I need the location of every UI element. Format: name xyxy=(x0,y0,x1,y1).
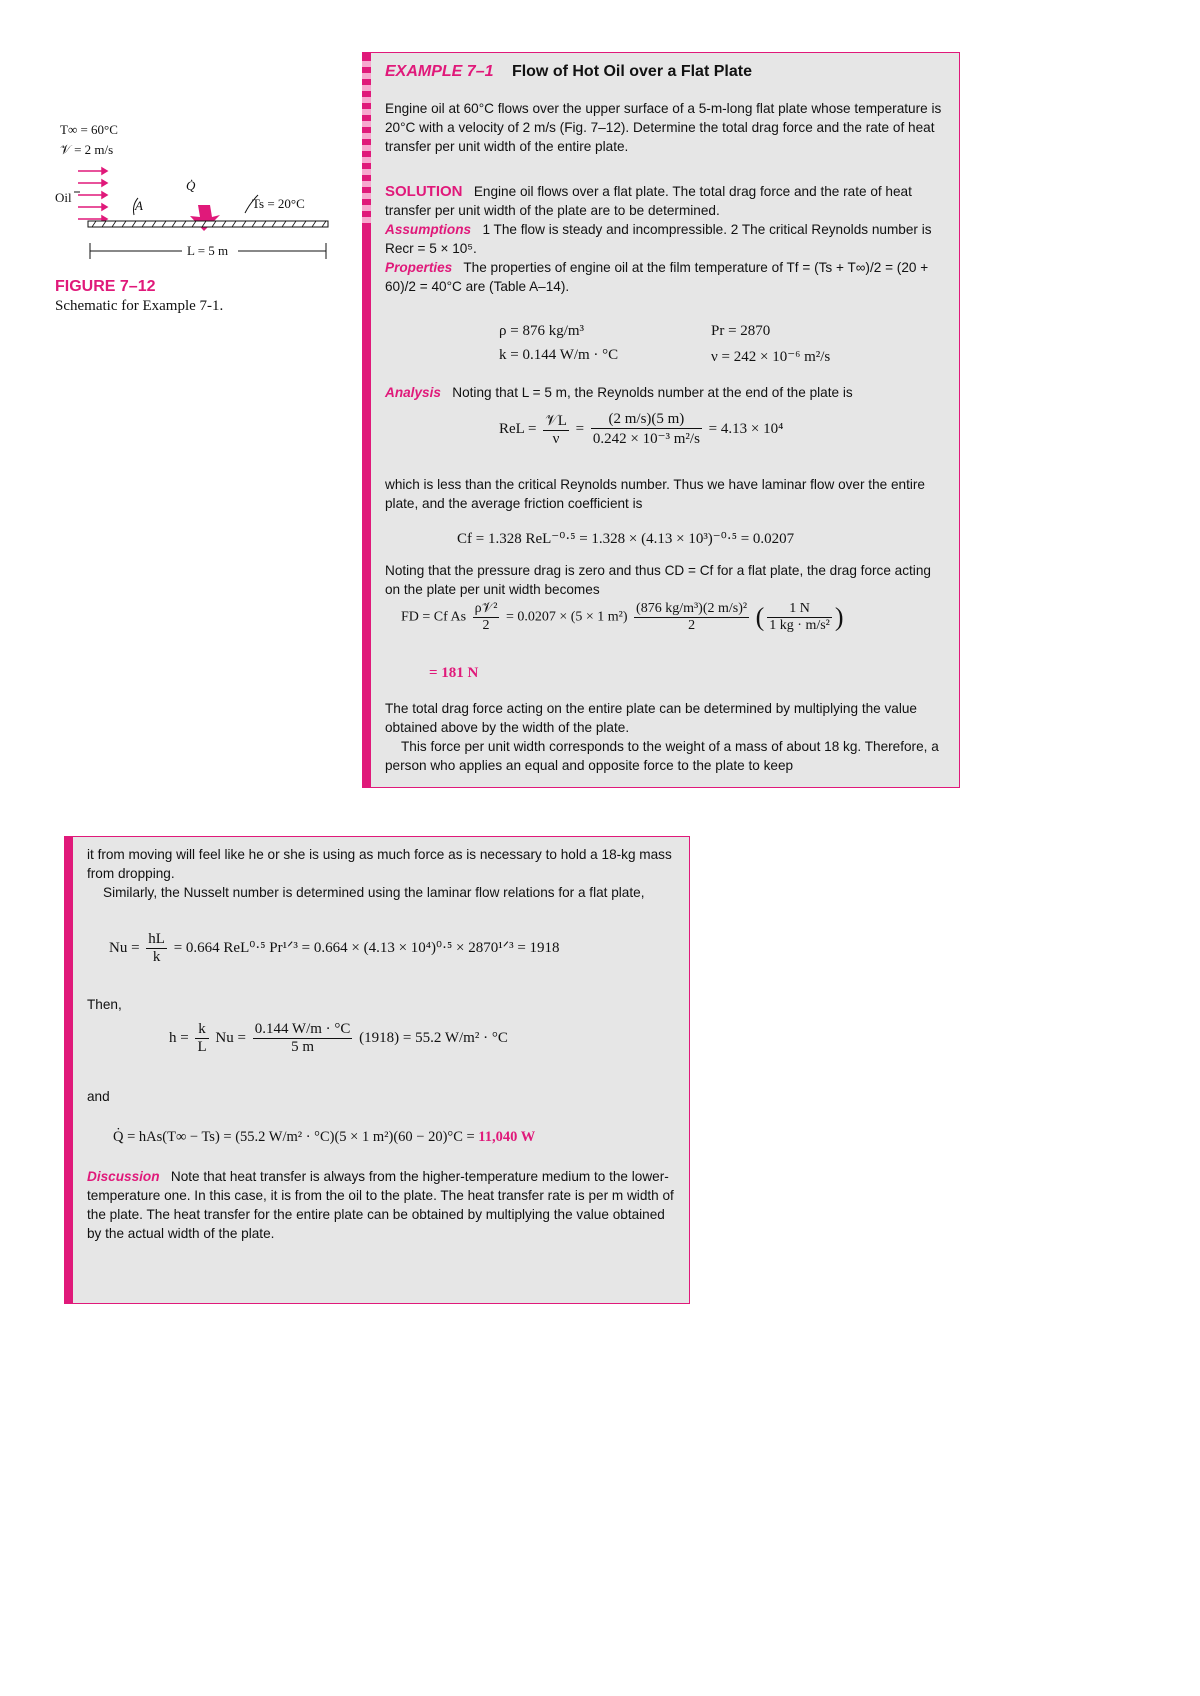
drag-text: Noting that the pressure drag is zero and thus CD = Cf for a flat plate, the drag force acting on the plate per unit width becomes xyxy=(385,563,931,597)
reynolds-equation: ReL = $\frac{\text{𝒱L}}{\nu}$ = $\frac{(2 m/s)(5 m)}{\text{0.242 × 10⁻³ m²/s}}$ = 4.13 × 10⁴ xyxy=(499,411,784,447)
fd-frac1-n: ρ𝒱² xyxy=(474,601,498,616)
figure-caption: Schematic for Example 7-1. xyxy=(55,298,224,314)
nu-frac-n: hL xyxy=(148,931,165,947)
ts-label: Ts = 20°C xyxy=(252,196,305,211)
then-text: Then, xyxy=(87,997,122,1012)
fd-frac1 xyxy=(473,601,500,634)
assumptions-label: Assumptions xyxy=(385,222,472,237)
oil-label: Oil xyxy=(55,190,72,205)
figure-caption-title: FIGURE 7–12 xyxy=(55,278,156,295)
heat-rate-equation xyxy=(113,1129,535,1146)
properties-text: The properties of engine oil at the film temperature of Tf = (Ts + T∞)/2 = (20 + 60)/2 = 40°C are (Table A–14). xyxy=(385,260,929,294)
fd-frac3-d: 1 kg · m/s² xyxy=(769,618,830,633)
h-lhs: h = xyxy=(169,1029,189,1046)
fd-frac1-d: 2 xyxy=(482,618,490,633)
nu-frac-d: k xyxy=(152,949,161,965)
prop-rho: ρ = 876 kg/m³ xyxy=(499,323,585,339)
solution-text: Engine oil flows over a flat plate. The total drag force and the rate of heat transfer per unit width of the plate are to be determined. xyxy=(385,184,912,218)
h-frac1-d: L xyxy=(197,1039,207,1055)
h-frac2-d: 5 m xyxy=(291,1039,315,1055)
fd-lhs: FD = Cf As xyxy=(401,609,467,625)
re-frac2-d: 0.242 × 10⁻³ m²/s xyxy=(592,431,700,447)
nu-rhs: = 0.664 ReL⁰·⁵ Pr¹ᐟ³ = 0.664 × (4.13 × 10⁴)⁰·⁵ × 2870¹ᐟ³ = 1918 xyxy=(173,939,560,956)
re-frac1-n: 𝒱L xyxy=(545,412,567,429)
nu-frac xyxy=(146,931,167,966)
discussion-label: Discussion xyxy=(87,1169,160,1184)
example-continued-panel xyxy=(64,836,690,1304)
nusselt-text: Similarly, the Nusselt number is determined using the laminar flow relations for a flat plate, xyxy=(103,885,645,900)
nu-lhs: Nu = xyxy=(109,939,140,956)
laminar-text: which is less than the critical Reynolds number. Thus we have laminar flow over the entire plate, and the average friction coefficient is xyxy=(385,477,925,511)
length-label: L = 5 m xyxy=(187,243,229,258)
h-frac2-n: 0.144 W/m · °C xyxy=(254,1021,351,1037)
h-rhs: (1918) = 55.2 W/m² · °C xyxy=(359,1029,508,1046)
h-mid: Nu = xyxy=(215,1029,246,1046)
re-lhs: ReL = xyxy=(499,420,537,437)
t-inf-label: T∞ = 60°C xyxy=(60,122,118,137)
fd-frac2-n: (876 kg/m³)(2 m/s)² xyxy=(636,601,748,616)
discussion-text: Note that heat transfer is always from the higher-temperature medium to the lower-temperature one. In this case, it is from the oil to the plate. The heat transfer rate is per m width of the plate. The heat transfer for the entire plate can be obtained by multiplying the value obtained by the actual width of the plate. xyxy=(87,1169,674,1241)
q-eq: Q̇ = hAs(T∞ − Ts) = (55.2 W/m² · °C)(5 × 1 m²)(60 − 20)°C = xyxy=(113,1129,475,1145)
q-result: 11,040 W xyxy=(478,1129,536,1145)
h-equation xyxy=(169,1021,508,1056)
assumptions-text: 1 The flow is steady and incompressible. 2 The critical Reynolds number is Recr = 5 × 10⁵. xyxy=(385,222,932,256)
cf-equation: Cf = 1.328 ReL⁻⁰·⁵ = 1.328 × (4.13 × 10³)⁻⁰·⁵ = 0.0207 xyxy=(457,531,795,547)
q-dot-label: Q̇ xyxy=(186,178,196,193)
fd-frac3-n: 1 N xyxy=(767,601,832,618)
a-label: A xyxy=(135,198,143,213)
drag-result: = 181 N xyxy=(429,665,479,681)
total-drag-text: The total drag force acting on the entire plate can be determined by multiplying the value obtained above by the width of the plate. xyxy=(385,701,917,735)
example-heading: Flow of Hot Oil over a Flat Plate xyxy=(511,63,752,80)
example-panel xyxy=(362,52,960,788)
title-stripe xyxy=(362,55,371,225)
re-result: = 4.13 × 10⁴ xyxy=(708,420,784,437)
re-frac1-d: ν xyxy=(552,430,560,447)
solution-label: SOLUTION xyxy=(385,183,463,200)
prop-nu: ν = 242 × 10⁻⁶ m²/s xyxy=(711,349,831,365)
fd-frac3 xyxy=(767,601,832,634)
weight-text: This force per unit width corresponds to the weight of a mass of about 18 kg. Therefore, a person who applies an equal and opposite force to the plate to keep xyxy=(385,739,939,773)
drag-equation: FD = Cf As $\frac{\text{ρ𝒱²}}{2}$ = 0.0207 × (5 × 1 m²) $\frac{\text{(876 kg/m³)(2 m/s)²}}{2}$ ( $\frac{1 N}{\text{1 kg · m/s²}}$ ) xyxy=(401,601,844,633)
fd-frac2 xyxy=(634,601,749,634)
fd-mid: = 0.0207 × (5 × 1 m²) xyxy=(505,609,628,625)
example-label: EXAMPLE 7–1 xyxy=(385,63,494,80)
velocity-label: 𝒱 = 2 m/s xyxy=(60,142,114,157)
fd-frac2-d: 2 xyxy=(688,618,696,633)
prop-k: k = 0.144 W/m · °C xyxy=(499,347,619,363)
continued-text: it from moving will feel like he or she is using as much force as is necessary to hold a 18-kg mass from dropping. xyxy=(87,847,672,881)
re-frac2 xyxy=(591,411,702,448)
re-frac2-n: (2 m/s)(5 m) xyxy=(591,411,702,429)
analysis-text: Noting that L = 5 m, the Reynolds number at the end of the plate is xyxy=(452,385,853,400)
properties-label: Properties xyxy=(385,260,453,275)
flow-arrows-icon xyxy=(78,168,107,222)
h-frac2 xyxy=(253,1021,353,1056)
re-frac1 xyxy=(543,412,569,448)
example-title xyxy=(385,63,752,81)
h-frac1-n: k xyxy=(195,1021,208,1039)
prop-pr: Pr = 2870 xyxy=(711,323,771,339)
problem-statement: Engine oil at 60°C flows over the upper surface of a 5-m-long flat plate whose temperature is 20°C with a velocity of 2 m/s (Fig. 7–12). Determine the total drag force and the rate of heat transfer per unit width of the entire plate. xyxy=(385,101,942,154)
analysis-label: Analysis xyxy=(385,385,441,400)
h-frac1 xyxy=(195,1021,208,1056)
and-text: and xyxy=(87,1089,110,1104)
nusselt-equation xyxy=(109,931,560,966)
